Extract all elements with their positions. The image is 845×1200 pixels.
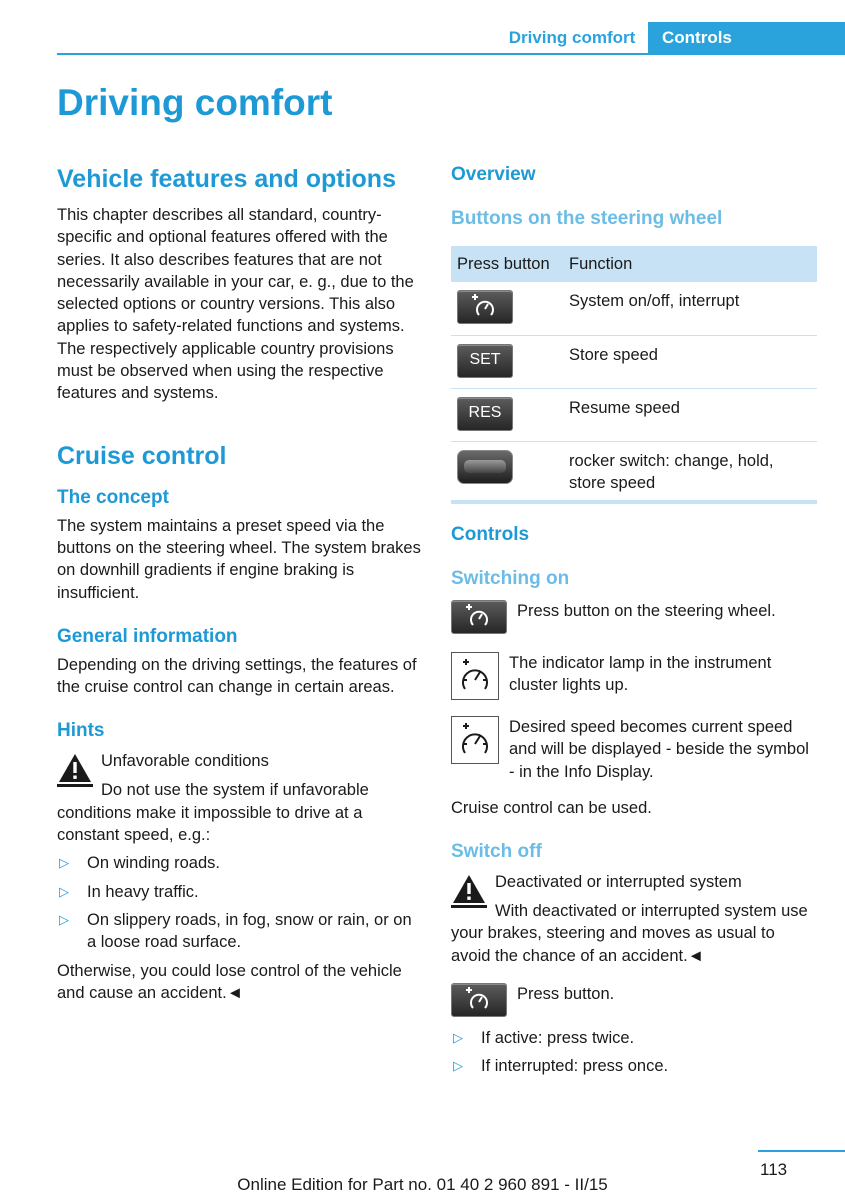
can-be-used-text: Cruise control can be used. (451, 798, 652, 817)
press-button-row (451, 983, 817, 1017)
table-row (451, 282, 817, 335)
cruise-control-button-icon (451, 600, 507, 634)
list-item: ▷ In heavy traffic. (57, 881, 425, 903)
rocker-switch-icon (457, 450, 513, 484)
press-button-text: Press button. (517, 985, 615, 1004)
hints-list (57, 852, 425, 953)
concept-text: The system maintains a preset speed via the buttons on the steering wheel. The system brakes on downhill gradients if engine braking is insufficient. (57, 516, 421, 602)
switch-on-text: Press button on the steering wheel. (517, 602, 776, 620)
indicator-text: The indicator lamp in the instrument cluster lights up. (509, 654, 772, 695)
desired-speed-row (451, 716, 817, 783)
warning-triangle-icon (57, 751, 93, 787)
hints-heading: Hints (57, 720, 105, 742)
vehicle-features-heading: Vehicle features and options (57, 165, 396, 193)
triangle-bullet-icon: ▷ (453, 1030, 463, 1046)
switching-on-heading: Switching on (451, 568, 570, 589)
left-column (57, 160, 425, 1004)
page-title: Driving comfort (57, 82, 333, 123)
general-info-heading: General information (57, 625, 238, 647)
triangle-bullet-icon: ▷ (59, 855, 69, 871)
cruise-indicator-lamp-icon (451, 652, 499, 700)
table-row (451, 335, 817, 388)
switch-off-warning-title: Deactivated or interrupted system (495, 873, 742, 892)
triangle-bullet-icon: ▷ (59, 883, 69, 899)
table-cell-function: Store speed (563, 335, 817, 388)
triangle-bullet-icon: ▷ (59, 911, 69, 927)
footer-edition: Online Edition for Part no. 01 40 2 960 891 - II/15 (237, 1175, 608, 1194)
right-column (451, 160, 817, 1084)
table-cell-function: System on/off, interrupt (563, 282, 817, 335)
header-section: Driving comfort (508, 28, 636, 47)
cruise-indicator-lamp-icon (451, 716, 499, 764)
warning-text: Do not use the system if unfavorable conditions make it impossible to drive at a constant speed, e.g.: (57, 781, 369, 845)
controls-heading: Controls (451, 524, 530, 545)
col-function: Function (563, 246, 817, 282)
cruise-control-heading: Cruise control (57, 441, 227, 470)
concept-heading: The concept (57, 486, 169, 508)
switch-off-heading: Switch off (451, 841, 542, 863)
list-item: ▷ On slippery roads, in fog, snow or rain, or on a loose road surface. (59, 910, 412, 952)
set-button-icon: SET (457, 344, 513, 378)
switch-on-row (451, 600, 817, 634)
header-chapter: Controls (648, 22, 845, 54)
cruise-control-button-icon (457, 290, 513, 324)
table-row (451, 441, 817, 502)
res-button-icon: RES (457, 397, 513, 431)
buttons-table (451, 246, 817, 504)
triangle-bullet-icon: ▷ (453, 1058, 463, 1074)
list-item: ▷ If interrupted: press once. (451, 1055, 817, 1077)
desired-speed-text: Desired speed becomes current speed and will be displayed - beside the symbol - in the Info Display. (509, 718, 809, 781)
overview-heading: Overview (451, 164, 536, 185)
warning-triangle-icon (451, 872, 487, 908)
list-item: ▷ On winding roads. (57, 852, 425, 874)
col-press-button: Press button (451, 246, 563, 282)
switch-off-list (451, 1027, 817, 1078)
buttons-heading: Buttons on the steering wheel (451, 208, 723, 229)
vehicle-features-text: This chapter describes all standard, country-specific and optional features offered with the series. It also describes features that are not necessarily available in your car, e. g., due to the selected options or country versions. This also applies to safety-related functions and systems. The respectively applicable country provisions must be observed when using the respective features and systems. (57, 206, 414, 403)
table-cell-function: Resume speed (563, 388, 817, 441)
indicator-row (451, 652, 817, 700)
switch-off-warning-text: With deactivated or interrupted system use your brakes, steering and moves as usual to avoid the chance of an accident.◄ (451, 902, 808, 965)
page-number: 113 (760, 1160, 788, 1179)
cruise-control-button-icon (451, 983, 507, 1017)
table-cell-function: rocker switch: change, hold, store speed (563, 441, 817, 502)
table-row (451, 388, 817, 441)
footer-rule (758, 1150, 845, 1152)
warning-title: Unfavorable conditions (101, 752, 269, 771)
list-item: ▷ If active: press twice. (451, 1027, 817, 1049)
closing-text: Otherwise, you could lose control of the vehicle and cause an accident.◄ (57, 961, 402, 1002)
table-header-row (451, 246, 817, 282)
general-info-text: Depending on the driving settings, the features of the cruise control can change in certain areas. (57, 655, 417, 697)
